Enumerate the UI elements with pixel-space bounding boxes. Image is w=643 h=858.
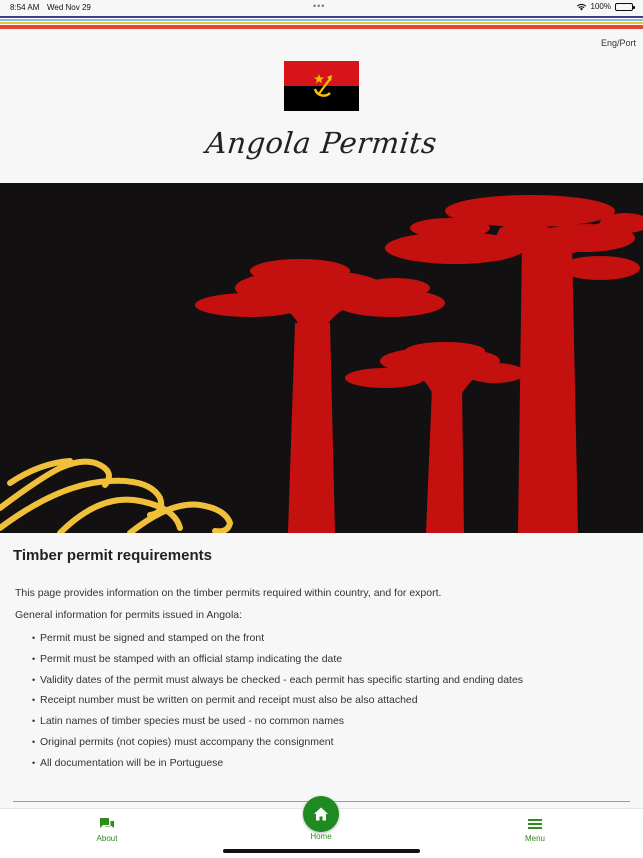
status-indicators: [576, 2, 633, 11]
list-item: • Original permits (not copies) must accompany the consignment: [32, 735, 523, 756]
status-date: Wed Nov 29: [47, 3, 91, 12]
chat-bubbles-icon: [99, 817, 115, 831]
list-item: • Receipt number must be written on permit and receipt must also be also attached: [32, 693, 523, 714]
status-bar: [0, 0, 643, 16]
home-button[interactable]: [303, 796, 339, 832]
status-time: 8:54 AM: [10, 3, 40, 12]
tab-about[interactable]: [77, 817, 137, 843]
tab-menu-label: Menu: [524, 834, 545, 843]
requirements-list: [32, 631, 523, 777]
list-item: • Permit must be stamped with an official stamp indicating the date: [32, 652, 523, 673]
battery-icon: [615, 3, 633, 11]
general-info-text: General information for permits issued in Angola:: [15, 609, 243, 621]
tab-menu[interactable]: [505, 817, 565, 843]
list-item: • Validity dates of the permit must always be checked - each permit has specific starting and ending dates: [32, 673, 523, 694]
flag-emblem-icon: [310, 71, 336, 101]
language-toggle[interactable]: Eng/Port: [600, 38, 636, 48]
decorative-stripes: [0, 16, 643, 32]
angola-flag: [284, 61, 359, 111]
list-item: • All documentation will be in Portuguese: [32, 756, 523, 777]
tab-home-label: Home: [310, 832, 332, 841]
list-item: • Permit must be signed and stamped on the front: [32, 631, 523, 652]
home-icon: [313, 806, 329, 822]
app-title: Angola Permits: [204, 126, 439, 160]
tab-about-label: About: [96, 834, 118, 843]
section-title: Timber permit requirements: [13, 547, 212, 564]
wifi-icon: [576, 3, 587, 11]
hamburger-icon: [527, 817, 543, 831]
intro-text: This page provides information on the timber permits required within country, and for export.: [15, 587, 442, 599]
list-item: • Latin names of timber species must be used - no common names: [32, 714, 523, 735]
home-indicator[interactable]: [223, 849, 420, 853]
multitasking-dots-icon[interactable]: •••: [313, 1, 326, 11]
battery-percent: 100%: [590, 2, 611, 11]
hero-baobab-illustration: [0, 183, 643, 533]
